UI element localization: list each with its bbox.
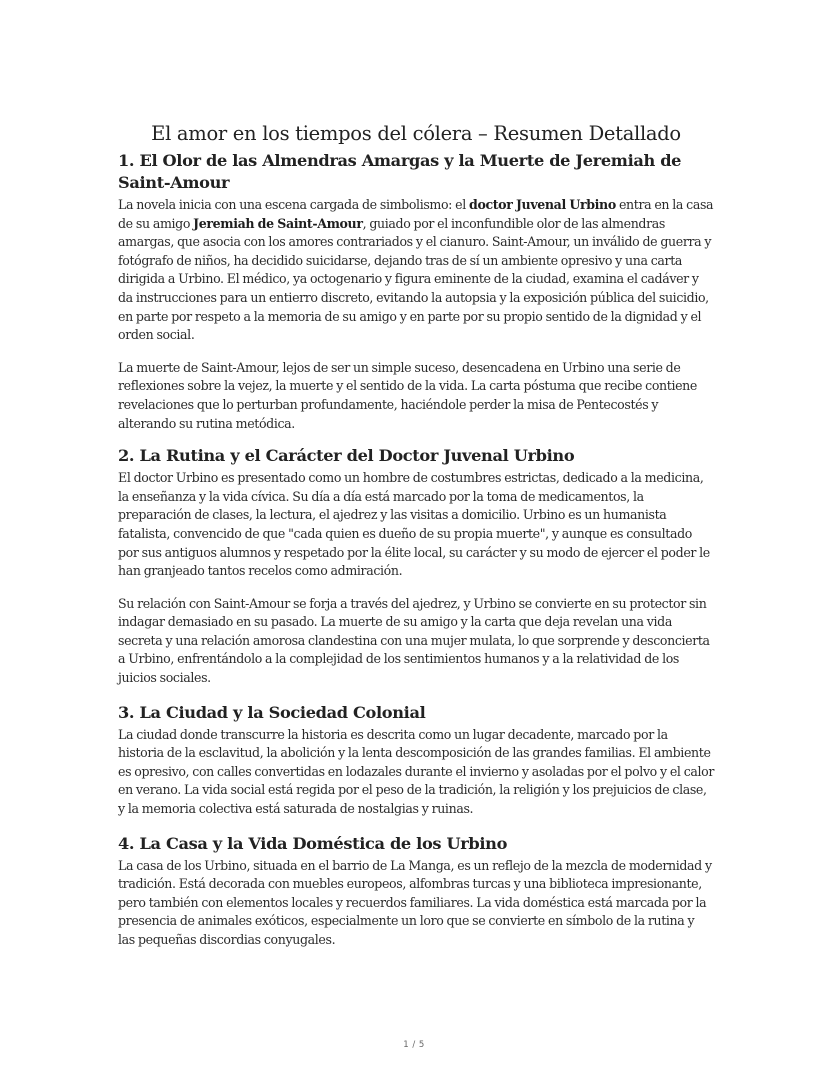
paragraph: Su relación con Saint-Amour se forja a través del ajedrez, y Urbino se convierte en su protector sin indagar demasiado en su pasado. La muerte de su amigo y la carta que deja revelan una vida secreta y una relación amorosa clandestina con una mujer mulata, lo que sorprende y desconcierta a Urbino, enfrentándolo a la complejidad de los sentimientos humanos y a la relatividad de los juicios sociales.	[118, 595, 710, 686]
section-2	[118, 445, 714, 688]
bold-text-run: Jeremiah de Saint-Amour	[193, 215, 363, 231]
section-3	[118, 702, 714, 819]
document-page	[118, 120, 714, 964]
section-heading: 3. La Ciudad y la Sociedad Colonial	[118, 702, 426, 722]
page-number: 1 / 5	[403, 1040, 425, 1050]
text-run: La novela inicia con una escena cargada de simbolismo: el	[118, 197, 470, 212]
section-1	[118, 150, 714, 433]
paragraph: La ciudad donde transcurre la historia es descrita como un lugar decadente, marcado por la historia de la esclavitud, la abolición y la lenta descomposición de las grandes familias. El ambiente es opresivo, con calles convertidas en lodazales durante el invierno y asoladas por el polvo y el calor en verano. La vida social está regida por el peso de la tradición, la religión y los prejuicios de clase, y la memoria colectiva está saturada de nostalgias y ruinas.	[118, 726, 714, 817]
section-4	[118, 833, 714, 950]
text-run: , guiado por el inconfundible olor de las almendras amargas, que asocia con los amores contrariados y el cianuro. Saint-Amour, un inválido de guerra y fotógrafo de niños, ha decidido suicidarse, dejando tras de sí un ambiente opresivo y una carta dirigida a Urbino. El médico, ya octogenario y figura eminente de la ciudad, examina el cadáver y da instrucciones para un entierro discreto, evitando la autopsia y la exposición pública del suicidio, en parte por respeto a la memoria de su amigo y en parte por su propio sentido de la dignidad y el orden social.	[118, 215, 712, 343]
bold-text-run: doctor Juvenal Urbino	[469, 197, 616, 212]
paragraph: El doctor Urbino es presentado como un hombre de costumbres estrictas, dedicado a la medicina, la enseñanza y la vida cívica. Su día a día está marcado por la toma de medicamentos, la preparación de clases, la lectura, el ajedrez y las visitas a domicilio. Urbino es un humanista fatalista, convencido de que "cada quien es dueño de su propia muerte", y aunque es consultado por sus antiguos alumnos y respetado por la élite local, su carácter y su modo de ejercer el poder le han granjeado tantos recelos como admiración.	[118, 470, 710, 579]
document-title: El amor en los tiempos del cólera – Resumen Detallado	[151, 122, 681, 145]
paragraph: La muerte de Saint-Amour, lejos de ser un simple suceso, desencadena en Urbino una serie de reflexiones sobre la vejez, la muerte y el sentido de la vida. La carta póstuma que recibe contiene revelaciones que lo perturban profundamente, haciéndole perder la misa de Pentecostés y alterando su rutina metódica.	[118, 359, 697, 431]
text-run: entra en la casa de su amigo	[118, 197, 714, 231]
paragraph: La casa de los Urbino, situada en el barrio de La Manga, es un reflejo de la mezcla de modernidad y tradición. Está decorada con muebles europeos, alfombras turcas y una biblioteca impresionante, pero también con elementos locales y recuerdos familiares. La vida doméstica está marcada por la presencia de animales exóticos, especialmente un loro que se convierte en símbolo de la rutina y las pequeñas discordias conyugales.	[118, 857, 712, 947]
section-heading: 4. La Casa y la Vida Doméstica de los Urbino	[118, 833, 508, 853]
paragraph	[118, 196, 714, 345]
section-heading: 1. El Olor de las Almendras Amargas y la Muerte de Jeremiah de Saint-Amour	[118, 151, 682, 192]
section-heading: 2. La Rutina y el Carácter del Doctor Juvenal Urbino	[118, 446, 575, 466]
